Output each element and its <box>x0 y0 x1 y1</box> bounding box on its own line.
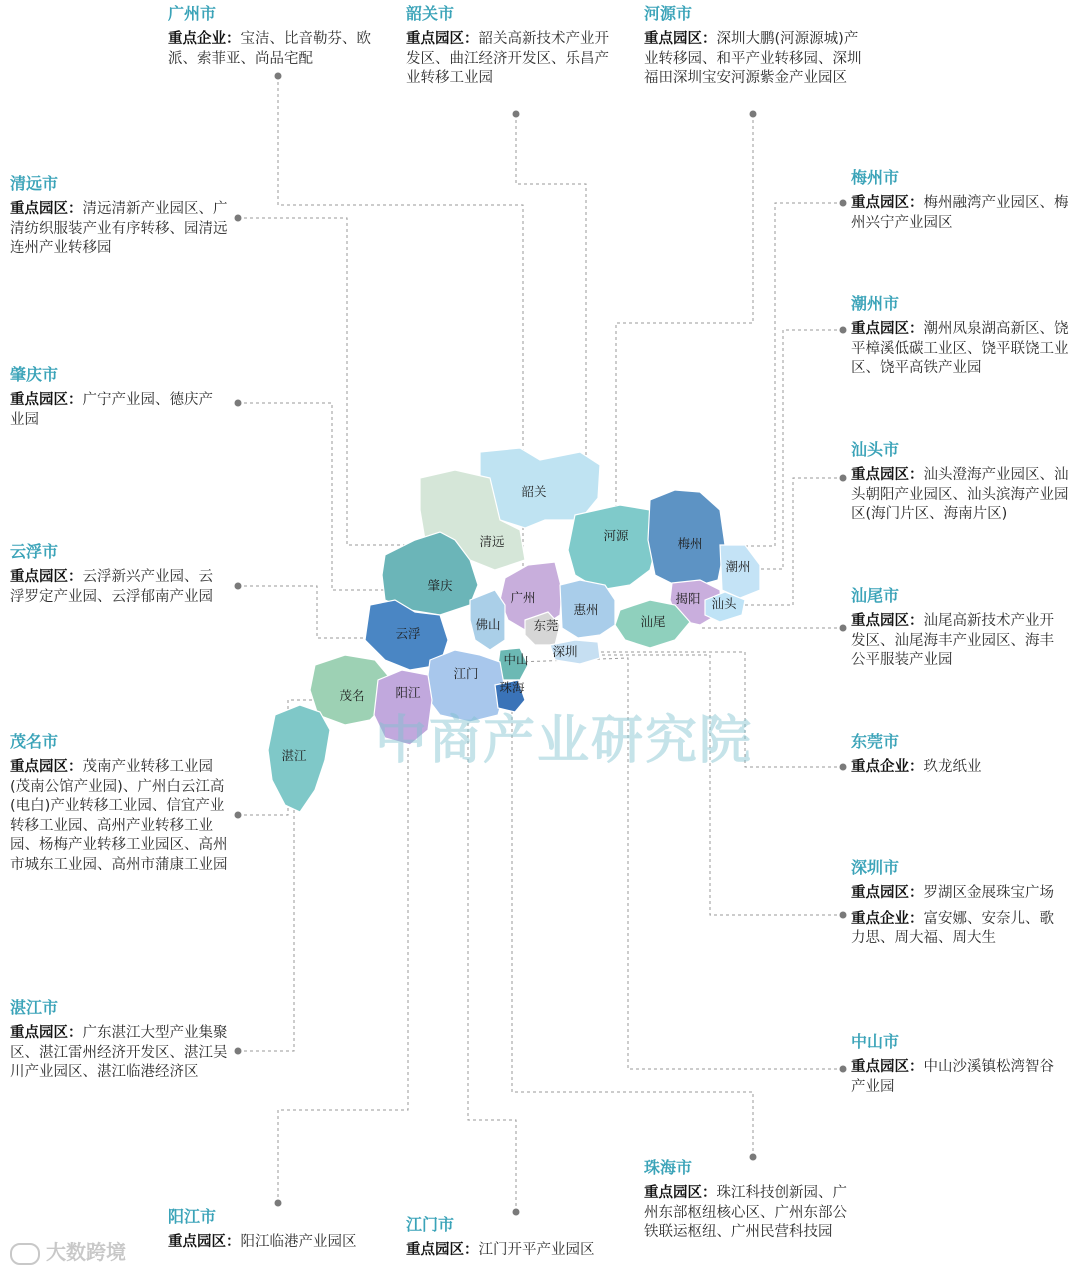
card-jiangmen <box>406 1215 626 1267</box>
key-park-text <box>10 568 225 607</box>
item-prefix: 重点园区： <box>10 201 83 217</box>
item-prefix: 重点企业： <box>168 31 241 47</box>
item-value: 汕尾高新技术产业开发区、汕尾海丰产业园区、海丰公平服装产业园 <box>851 613 1054 668</box>
city-title: 汕尾市 <box>851 586 900 605</box>
item-prefix: 重点园区： <box>644 1185 717 1201</box>
map-label: 汕头 <box>711 596 737 611</box>
key-park-text <box>851 320 1071 379</box>
key-park-text <box>10 758 232 875</box>
item-prefix: 重点园区： <box>851 613 924 629</box>
card-meizhou <box>851 168 1071 239</box>
map-label: 深圳 <box>552 644 578 659</box>
city-title: 广州市 <box>168 4 217 23</box>
map-label: 云浮 <box>395 626 421 641</box>
key-company-text <box>851 910 1066 949</box>
city-title: 肇庆市 <box>10 365 59 384</box>
city-title: 汕头市 <box>851 440 900 459</box>
map-label: 潮州 <box>725 559 751 574</box>
card-heyuan <box>644 4 869 95</box>
card-guangzhou <box>168 4 373 75</box>
item-prefix: 重点企业： <box>851 910 924 927</box>
item-prefix: 重点园区： <box>851 885 924 901</box>
card-zhaoqing <box>10 365 225 436</box>
item-value: 广宁产业园、德庆产业园 <box>10 392 213 428</box>
watermark: 中商产业研究院 <box>375 711 754 771</box>
map-label: 湛江 <box>281 748 307 763</box>
item-prefix: 重点园区： <box>10 1025 83 1041</box>
card-zhanjiang <box>10 998 230 1089</box>
item-prefix: 重点园区： <box>644 31 717 47</box>
city-title: 中山市 <box>851 1032 900 1051</box>
key-park-text <box>851 612 1066 671</box>
card-shanwei <box>851 586 1066 677</box>
city-title: 江门市 <box>406 1215 455 1234</box>
city-title: 湛江市 <box>10 998 59 1017</box>
item-value: 韶关高新技术产业开发区、曲江经济开发区、乐昌产业转移工业园 <box>406 31 609 86</box>
map-label: 汕尾 <box>640 614 666 629</box>
map-label: 揭阳 <box>675 591 701 606</box>
item-prefix: 重点园区： <box>168 1234 241 1250</box>
key-park-text <box>406 1241 626 1261</box>
item-prefix: 重点园区： <box>10 569 83 585</box>
city-title: 东莞市 <box>851 732 900 751</box>
key-company-text <box>851 758 1051 778</box>
key-park-text <box>10 1024 230 1083</box>
map-label: 阳江 <box>395 685 421 700</box>
map-label: 东莞 <box>533 618 559 633</box>
key-park-text <box>851 1058 1066 1097</box>
map-label: 肇庆 <box>427 578 453 593</box>
city-title: 河源市 <box>644 4 693 23</box>
item-value: 珠江科技创新园、广州东部枢纽核心区、广州东部公铁联运枢纽、广州民营科技园 <box>644 1185 847 1240</box>
card-shaoguan <box>406 4 621 95</box>
city-title: 梅州市 <box>851 168 900 187</box>
city-title: 潮州市 <box>851 294 900 313</box>
card-chaozhou <box>851 294 1071 385</box>
map-label: 清远 <box>479 534 505 549</box>
key-park-text <box>851 884 1066 904</box>
map-label: 珠海 <box>499 680 525 695</box>
card-shenzhen <box>851 858 1066 955</box>
item-prefix: 重点园区： <box>851 467 924 483</box>
map-label: 河源 <box>603 528 629 543</box>
map-label: 广州 <box>510 590 536 605</box>
item-value: 梅州融湾产业园区、梅州兴宁产业园区 <box>851 195 1069 231</box>
item-prefix: 重点园区： <box>851 195 924 211</box>
key-park-text <box>10 200 230 259</box>
key-park-text <box>644 1184 859 1243</box>
item-value: 云浮新兴产业园、云浮罗定产业园、云浮郁南产业园 <box>10 569 213 605</box>
card-shantou <box>851 440 1073 531</box>
map-label: 中山 <box>503 652 529 667</box>
key-park-text <box>851 194 1071 233</box>
key-park-text <box>851 466 1073 525</box>
map-label: 惠州 <box>573 602 599 617</box>
item-value: 潮州凤泉湖高新区、饶平樟溪低碳工业区、饶平联饶工业区、饶平高铁产业园 <box>851 321 1069 376</box>
map-label: 韶关 <box>521 484 547 499</box>
city-title: 茂名市 <box>10 732 59 751</box>
item-value: 玖龙纸业 <box>923 759 982 775</box>
item-prefix: 重点园区： <box>851 1059 924 1075</box>
brand-icon <box>10 1243 40 1265</box>
card-qingyuan <box>10 174 230 265</box>
key-park-text <box>10 391 225 430</box>
brand-logo <box>10 1236 126 1265</box>
map-label: 梅州 <box>677 536 703 551</box>
key-park-text <box>644 30 869 89</box>
card-dongguan <box>851 732 1051 784</box>
map-label: 茂名 <box>339 688 365 703</box>
key-company-text <box>168 30 373 69</box>
item-prefix: 重点园区： <box>406 31 479 47</box>
card-zhuhai <box>644 1158 859 1249</box>
item-value: 宝洁、比音勒芬、欧派、索菲亚、尚品宅配 <box>168 31 371 67</box>
map-label: 佛山 <box>475 617 501 632</box>
item-prefix: 重点园区： <box>406 1242 479 1258</box>
city-title: 韶关市 <box>406 4 455 23</box>
item-value: 汕头澄海产业园区、汕头朝阳产业园区、汕头滨海产业园区(海门片区、海南片区) <box>851 467 1069 522</box>
card-yangjiang <box>168 1207 388 1259</box>
city-title: 清远市 <box>10 174 59 193</box>
item-value: 阳江临港产业园区 <box>240 1234 357 1250</box>
item-prefix: 重点园区： <box>10 392 83 408</box>
item-prefix: 重点园区： <box>851 321 924 337</box>
city-title: 深圳市 <box>851 858 900 877</box>
card-maoming <box>10 732 232 881</box>
item-value: 清远清新产业园区、广清纺织服装产业有序转移、园清远连州产业转移园 <box>10 201 228 256</box>
item-value: 江门开平产业园区 <box>478 1242 595 1258</box>
key-park-text <box>406 30 621 89</box>
region-heyuan <box>568 505 658 590</box>
brand-text: 大数跨境 <box>46 1240 126 1264</box>
city-title: 云浮市 <box>10 542 59 561</box>
key-park-text <box>168 1233 388 1253</box>
item-value: 深圳大鹏(河源源城)产业转移园、和平产业转移园、深圳福田深圳宝安河源紫金产业园区 <box>644 31 862 86</box>
city-title: 珠海市 <box>644 1158 693 1177</box>
item-value: 广东湛江大型产业集聚区、湛江雷州经济开发区、湛江吴川产业园区、湛江临港经济区 <box>10 1025 228 1080</box>
city-title: 阳江市 <box>168 1207 217 1226</box>
item-value: 罗湖区金展珠宝广场 <box>923 885 1054 901</box>
item-prefix: 重点企业： <box>851 759 924 775</box>
item-value: 富安娜、安奈儿、歌力思、周大福、周大生 <box>851 910 1054 946</box>
item-prefix: 重点园区： <box>10 759 83 775</box>
item-value: 中山沙溪镇松湾智谷产业园 <box>851 1059 1054 1095</box>
card-yunfu <box>10 542 225 613</box>
item-value: 茂南产业转移工业园(茂南公馆产业园)、广州白云江高(电白)产业转移工业园、信宜产业转移工业园、高州产业转移工业园、杨梅产业转移工业园区、高州市城东工业园、高州市蒲康工业园 <box>10 759 228 873</box>
card-zhongshan <box>851 1032 1066 1103</box>
map-label: 江门 <box>453 666 479 681</box>
